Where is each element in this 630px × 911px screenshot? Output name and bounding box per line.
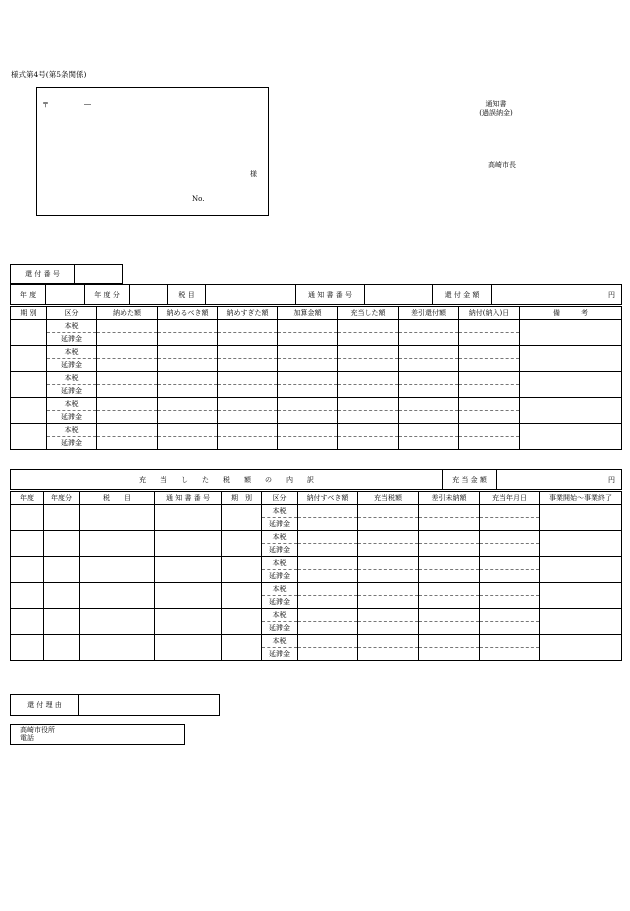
t2-jigyo-cell[interactable] <box>540 557 622 583</box>
t2-kubun-label: 延滞金 <box>262 596 298 609</box>
notice-title <box>466 100 526 118</box>
t2-info-cell[interactable] <box>155 635 222 661</box>
t1-row <box>11 346 622 359</box>
t1-amount-cell[interactable] <box>97 424 158 437</box>
t2-info-cell[interactable] <box>11 609 44 635</box>
t2-info-cell[interactable] <box>80 531 155 557</box>
t1-kubun-label: 本税 <box>47 398 97 411</box>
t2-amount-cell[interactable] <box>358 518 419 531</box>
t1-col-kubun: 区分 <box>47 307 97 320</box>
t1-amount-cell[interactable] <box>459 372 520 385</box>
t2-kubun-label: 延滞金 <box>262 648 298 661</box>
t1-amount-cell[interactable] <box>338 437 399 450</box>
t2-col-nendo: 年度 <box>11 492 44 505</box>
header-row <box>10 284 622 305</box>
t1-amount-cell[interactable] <box>459 424 520 437</box>
t1-col-osameta: 納めた額 <box>97 307 158 320</box>
refund-number-box <box>10 264 123 284</box>
t1-amount-cell[interactable] <box>459 411 520 424</box>
t1-kibetsu-cell[interactable] <box>11 424 47 450</box>
t2-amount-cell[interactable] <box>358 609 419 622</box>
t1-amount-cell[interactable] <box>278 346 338 359</box>
t2-info-cell[interactable] <box>11 505 44 531</box>
t2-amount-cell[interactable] <box>298 622 358 635</box>
refund-reason-label: 還 付 理 由 <box>11 695 79 716</box>
t1-amount-cell[interactable] <box>399 333 459 346</box>
t1-kubun-label: 延滞金 <box>47 411 97 424</box>
t2-info-cell[interactable] <box>155 557 222 583</box>
t1-col-kasan: 加算金額 <box>278 307 338 320</box>
t1-amount-cell[interactable] <box>278 424 338 437</box>
t2-amount-cell[interactable] <box>419 544 480 557</box>
t2-amount-cell[interactable] <box>358 544 419 557</box>
t2-kubun-label: 本税 <box>262 583 298 596</box>
t2-amount-cell[interactable] <box>298 570 358 583</box>
t1-amount-cell[interactable] <box>338 333 399 346</box>
notice-title-line1: 通知書 <box>485 100 507 108</box>
t1-col-biko: 備 考 <box>520 307 622 320</box>
header-kanpu-field[interactable]: 円 <box>492 285 622 305</box>
t2-col-juto-date: 充当年月日 <box>480 492 540 505</box>
t2-amount-cell[interactable] <box>419 596 480 609</box>
t2-amount-cell[interactable] <box>298 557 358 570</box>
t1-amount-cell[interactable] <box>278 359 338 372</box>
t1-row <box>11 372 622 385</box>
t1-amount-cell[interactable] <box>218 359 278 372</box>
t2-info-cell[interactable] <box>80 583 155 609</box>
t2-jigyo-cell[interactable] <box>540 635 622 661</box>
t2-info-cell[interactable] <box>44 583 80 609</box>
t2-amount-cell[interactable] <box>480 544 540 557</box>
t2-col-nendobun: 年度分 <box>44 492 80 505</box>
t1-kibetsu-cell[interactable] <box>11 398 47 424</box>
t2-amount-cell[interactable] <box>480 648 540 661</box>
t2-kubun-label: 本税 <box>262 505 298 518</box>
t2-row <box>11 635 622 648</box>
t1-amount-cell[interactable] <box>278 437 338 450</box>
t1-amount-cell[interactable] <box>399 320 459 333</box>
t2-info-cell[interactable] <box>222 557 262 583</box>
t2-info-cell[interactable] <box>44 635 80 661</box>
t2-jigyo-cell[interactable] <box>540 583 622 609</box>
t1-kubun-label: 本税 <box>47 372 97 385</box>
t2-amount-cell[interactable] <box>480 505 540 518</box>
t1-amount-cell[interactable] <box>338 424 399 437</box>
t2-info-cell[interactable] <box>80 635 155 661</box>
t1-amount-cell[interactable] <box>218 437 278 450</box>
t1-amount-cell[interactable] <box>278 411 338 424</box>
t1-amount-cell[interactable] <box>399 359 459 372</box>
t1-amount-cell[interactable] <box>158 385 218 398</box>
honorific: 様 <box>250 170 257 178</box>
header-tsuchisho-field[interactable] <box>365 285 433 305</box>
t1-amount-cell[interactable] <box>218 411 278 424</box>
t2-jigyo-cell[interactable] <box>540 609 622 635</box>
t2-col-tsuchisho: 通 知 書 番 号 <box>155 492 222 505</box>
t2-info-cell[interactable] <box>44 557 80 583</box>
t2-info-cell[interactable] <box>44 531 80 557</box>
header-nendobun-label: 年 度 分 <box>85 285 130 305</box>
t1-amount-cell[interactable] <box>158 346 218 359</box>
t1-col-kibetsu: 期 別 <box>11 307 47 320</box>
refund-reason-box <box>10 694 220 716</box>
t2-info-cell[interactable] <box>155 609 222 635</box>
t2-kubun-label: 延滞金 <box>262 518 298 531</box>
t2-info-cell[interactable] <box>222 583 262 609</box>
t1-kubun-label: 延滞金 <box>47 359 97 372</box>
t1-amount-cell[interactable] <box>158 398 218 411</box>
t1-amount-cell[interactable] <box>338 372 399 385</box>
t2-kubun-label: 本税 <box>262 635 298 648</box>
t1-amount-cell[interactable] <box>97 411 158 424</box>
t2-amount-cell[interactable] <box>298 596 358 609</box>
t1-amount-cell[interactable] <box>97 359 158 372</box>
t2-amount-cell[interactable] <box>298 544 358 557</box>
t1-col-sashihiki: 差引還付額 <box>399 307 459 320</box>
t2-col-kibetsu: 期 別 <box>222 492 262 505</box>
t1-biko-cell[interactable] <box>520 372 622 398</box>
t1-amount-cell[interactable] <box>218 398 278 411</box>
t2-info-cell[interactable] <box>80 609 155 635</box>
t2-info-cell[interactable] <box>222 531 262 557</box>
t2-info-cell[interactable] <box>222 609 262 635</box>
t2-amount-cell[interactable] <box>298 648 358 661</box>
t2-info-cell[interactable] <box>44 505 80 531</box>
t1-kubun-label: 延滞金 <box>47 437 97 450</box>
issuer: 高崎市長 <box>488 161 516 169</box>
t1-col-osamesugita: 納めすぎた額 <box>218 307 278 320</box>
refund-reason-field[interactable] <box>79 695 220 716</box>
t2-col-jigyo: 事業開始～事業終了 <box>540 492 622 505</box>
t2-info-cell[interactable] <box>44 609 80 635</box>
t2-amount-cell[interactable] <box>480 609 540 622</box>
t2-amount-cell[interactable] <box>480 557 540 570</box>
t2-amount-cell[interactable] <box>419 583 480 596</box>
t2-col-sashihiki-mino: 差引未納額 <box>419 492 480 505</box>
t1-amount-cell[interactable] <box>158 411 218 424</box>
t1-amount-cell[interactable] <box>97 346 158 359</box>
t2-col-nofusubeki: 納付すべき額 <box>298 492 358 505</box>
t1-kubun-label: 延滞金 <box>47 385 97 398</box>
t2-kubun-label: 延滞金 <box>262 544 298 557</box>
t1-amount-cell[interactable] <box>459 385 520 398</box>
t1-amount-cell[interactable] <box>399 398 459 411</box>
t2-info-cell[interactable] <box>155 583 222 609</box>
t1-amount-cell[interactable] <box>218 333 278 346</box>
t1-amount-cell[interactable] <box>399 437 459 450</box>
t2-kubun-label: 本税 <box>262 609 298 622</box>
t2-total-label: 充 当 金 額 <box>443 470 497 490</box>
t1-amount-cell[interactable] <box>278 398 338 411</box>
t2-amount-cell[interactable] <box>419 609 480 622</box>
t2-amount-cell[interactable] <box>419 531 480 544</box>
t1-kibetsu-cell[interactable] <box>11 320 47 346</box>
t1-amount-cell[interactable] <box>338 359 399 372</box>
t2-amount-cell[interactable] <box>298 635 358 648</box>
header-nendo-field[interactable] <box>46 285 85 305</box>
refund-number-field[interactable] <box>75 265 123 284</box>
t2-kubun-label: 延滞金 <box>262 622 298 635</box>
t1-amount-cell[interactable] <box>338 346 399 359</box>
t1-amount-cell[interactable] <box>97 385 158 398</box>
t1-amount-cell[interactable] <box>338 320 399 333</box>
t2-amount-cell[interactable] <box>298 583 358 596</box>
t2-total-field[interactable]: 円 <box>497 470 622 490</box>
t2-amount-cell[interactable] <box>480 596 540 609</box>
t2-title: 充 当 し た 税 額 の 内 訳 <box>11 470 443 490</box>
t2-amount-cell[interactable] <box>298 531 358 544</box>
t1-amount-cell[interactable] <box>278 385 338 398</box>
t1-amount-cell[interactable] <box>218 320 278 333</box>
t2-amount-cell[interactable] <box>419 505 480 518</box>
t1-amount-cell[interactable] <box>459 398 520 411</box>
t2-amount-cell[interactable] <box>480 518 540 531</box>
t1-amount-cell[interactable] <box>218 346 278 359</box>
t1-amount-cell[interactable] <box>399 346 459 359</box>
t1-amount-cell[interactable] <box>399 372 459 385</box>
t1-amount-cell[interactable] <box>399 385 459 398</box>
t2-amount-cell[interactable] <box>480 583 540 596</box>
t2-row <box>11 557 622 570</box>
t2-jigyo-cell[interactable] <box>540 505 622 531</box>
t1-amount-cell[interactable] <box>459 346 520 359</box>
t1-kubun-label: 本税 <box>47 424 97 437</box>
postal-dash: ― <box>84 100 91 108</box>
t2-info-cell[interactable] <box>155 505 222 531</box>
t2-amount-cell[interactable] <box>480 570 540 583</box>
t1-amount-cell[interactable] <box>158 359 218 372</box>
t2-row <box>11 505 622 518</box>
t2-amount-cell[interactable] <box>480 531 540 544</box>
t2-amount-cell[interactable] <box>419 648 480 661</box>
t2-amount-cell[interactable] <box>358 596 419 609</box>
address-box <box>36 87 269 216</box>
t1-amount-cell[interactable] <box>278 372 338 385</box>
t2-row <box>11 583 622 596</box>
t2-amount-cell[interactable] <box>419 635 480 648</box>
t2-row <box>11 609 622 622</box>
notice-title-line2: (過誤納金) <box>479 109 513 117</box>
t1-amount-cell[interactable] <box>459 320 520 333</box>
t1-amount-cell[interactable] <box>459 437 520 450</box>
t2-jigyo-cell[interactable] <box>540 531 622 557</box>
t1-biko-cell[interactable] <box>520 346 622 372</box>
t1-amount-cell[interactable] <box>459 333 520 346</box>
appropriation-detail-table <box>10 491 622 661</box>
t1-amount-cell[interactable] <box>158 372 218 385</box>
t2-amount-cell[interactable] <box>298 609 358 622</box>
t1-amount-cell[interactable] <box>399 424 459 437</box>
t2-col-zeimoku: 税 目 <box>80 492 155 505</box>
t1-kibetsu-cell[interactable] <box>11 346 47 372</box>
t1-row <box>11 398 622 411</box>
header-nendobun-field[interactable] <box>130 285 168 305</box>
t1-col-nofubi: 納付(納入)日 <box>459 307 520 320</box>
t2-info-cell[interactable] <box>80 505 155 531</box>
t2-kubun-label: 延滞金 <box>262 570 298 583</box>
t1-amount-cell[interactable] <box>338 411 399 424</box>
t2-info-cell[interactable] <box>11 557 44 583</box>
t1-kubun-label: 延滞金 <box>47 333 97 346</box>
refund-number-label: 還 付 番 号 <box>11 265 75 284</box>
t1-amount-cell[interactable] <box>158 424 218 437</box>
t2-info-cell[interactable] <box>222 505 262 531</box>
t2-amount-cell[interactable] <box>358 557 419 570</box>
form-number: 様式第4号(第5条関係) <box>11 70 87 79</box>
t1-amount-cell[interactable] <box>278 333 338 346</box>
t1-amount-cell[interactable] <box>338 385 399 398</box>
t1-amount-cell[interactable] <box>97 320 158 333</box>
t2-info-cell[interactable] <box>155 531 222 557</box>
t2-amount-cell[interactable] <box>358 570 419 583</box>
t2-info-cell[interactable] <box>80 557 155 583</box>
t2-amount-cell[interactable] <box>298 505 358 518</box>
t2-amount-cell[interactable] <box>419 557 480 570</box>
t1-biko-cell[interactable] <box>520 320 622 346</box>
t1-col-osamerubeki: 納めるべき額 <box>158 307 218 320</box>
t1-kibetsu-cell[interactable] <box>11 372 47 398</box>
t1-kubun-label: 本税 <box>47 346 97 359</box>
t1-kubun-label: 本税 <box>47 320 97 333</box>
t1-amount-cell[interactable] <box>158 320 218 333</box>
t2-kubun-label: 本税 <box>262 557 298 570</box>
t2-amount-cell[interactable] <box>358 648 419 661</box>
t1-amount-cell[interactable] <box>158 437 218 450</box>
number-label: No. <box>192 195 205 203</box>
t1-amount-cell[interactable] <box>97 372 158 385</box>
t1-amount-cell[interactable] <box>158 333 218 346</box>
t1-biko-cell[interactable] <box>520 424 622 450</box>
t1-amount-cell[interactable] <box>459 359 520 372</box>
refund-detail-table <box>10 306 622 450</box>
t1-amount-cell[interactable] <box>278 320 338 333</box>
t2-amount-cell[interactable] <box>298 518 358 531</box>
t2-amount-cell[interactable] <box>419 570 480 583</box>
header-kanpu-label: 還 付 金 額 <box>433 285 492 305</box>
t2-col-kubun: 区分 <box>262 492 298 505</box>
t1-amount-cell[interactable] <box>97 398 158 411</box>
t2-amount-cell[interactable] <box>358 505 419 518</box>
t1-amount-cell[interactable] <box>218 424 278 437</box>
t1-amount-cell[interactable] <box>338 398 399 411</box>
office-name: 高崎市役所 <box>20 726 55 734</box>
t2-amount-cell[interactable] <box>419 518 480 531</box>
t2-amount-cell[interactable] <box>358 635 419 648</box>
t2-amount-cell[interactable] <box>358 622 419 635</box>
t2-amount-cell[interactable] <box>480 622 540 635</box>
t1-col-juto: 充当した額 <box>338 307 399 320</box>
t1-amount-cell[interactable] <box>97 437 158 450</box>
header-zeimoku-label: 税 目 <box>168 285 206 305</box>
t1-row <box>11 424 622 437</box>
t1-amount-cell[interactable] <box>97 333 158 346</box>
appropriation-title-row <box>10 469 622 490</box>
t2-info-cell[interactable] <box>11 583 44 609</box>
t2-amount-cell[interactable] <box>358 531 419 544</box>
postal-mark: 〒 <box>42 101 49 109</box>
t1-amount-cell[interactable] <box>218 385 278 398</box>
t2-amount-cell[interactable] <box>358 583 419 596</box>
t2-col-juto-zeigaku: 充当税額 <box>358 492 419 505</box>
office-phone-label: 電話 <box>20 734 34 742</box>
t2-amount-cell[interactable] <box>480 635 540 648</box>
t1-amount-cell[interactable] <box>399 411 459 424</box>
t1-amount-cell[interactable] <box>218 372 278 385</box>
t1-biko-cell[interactable] <box>520 398 622 424</box>
header-nendo-label: 年 度 <box>11 285 46 305</box>
t2-row <box>11 531 622 544</box>
t2-info-cell[interactable] <box>11 635 44 661</box>
t1-row <box>11 320 622 333</box>
t2-kubun-label: 本税 <box>262 531 298 544</box>
t2-info-cell[interactable] <box>222 635 262 661</box>
header-tsuchisho-label: 通 知 書 番 号 <box>296 285 365 305</box>
header-zeimoku-field[interactable] <box>206 285 296 305</box>
t2-amount-cell[interactable] <box>419 622 480 635</box>
t2-info-cell[interactable] <box>11 531 44 557</box>
office-box <box>10 724 185 745</box>
